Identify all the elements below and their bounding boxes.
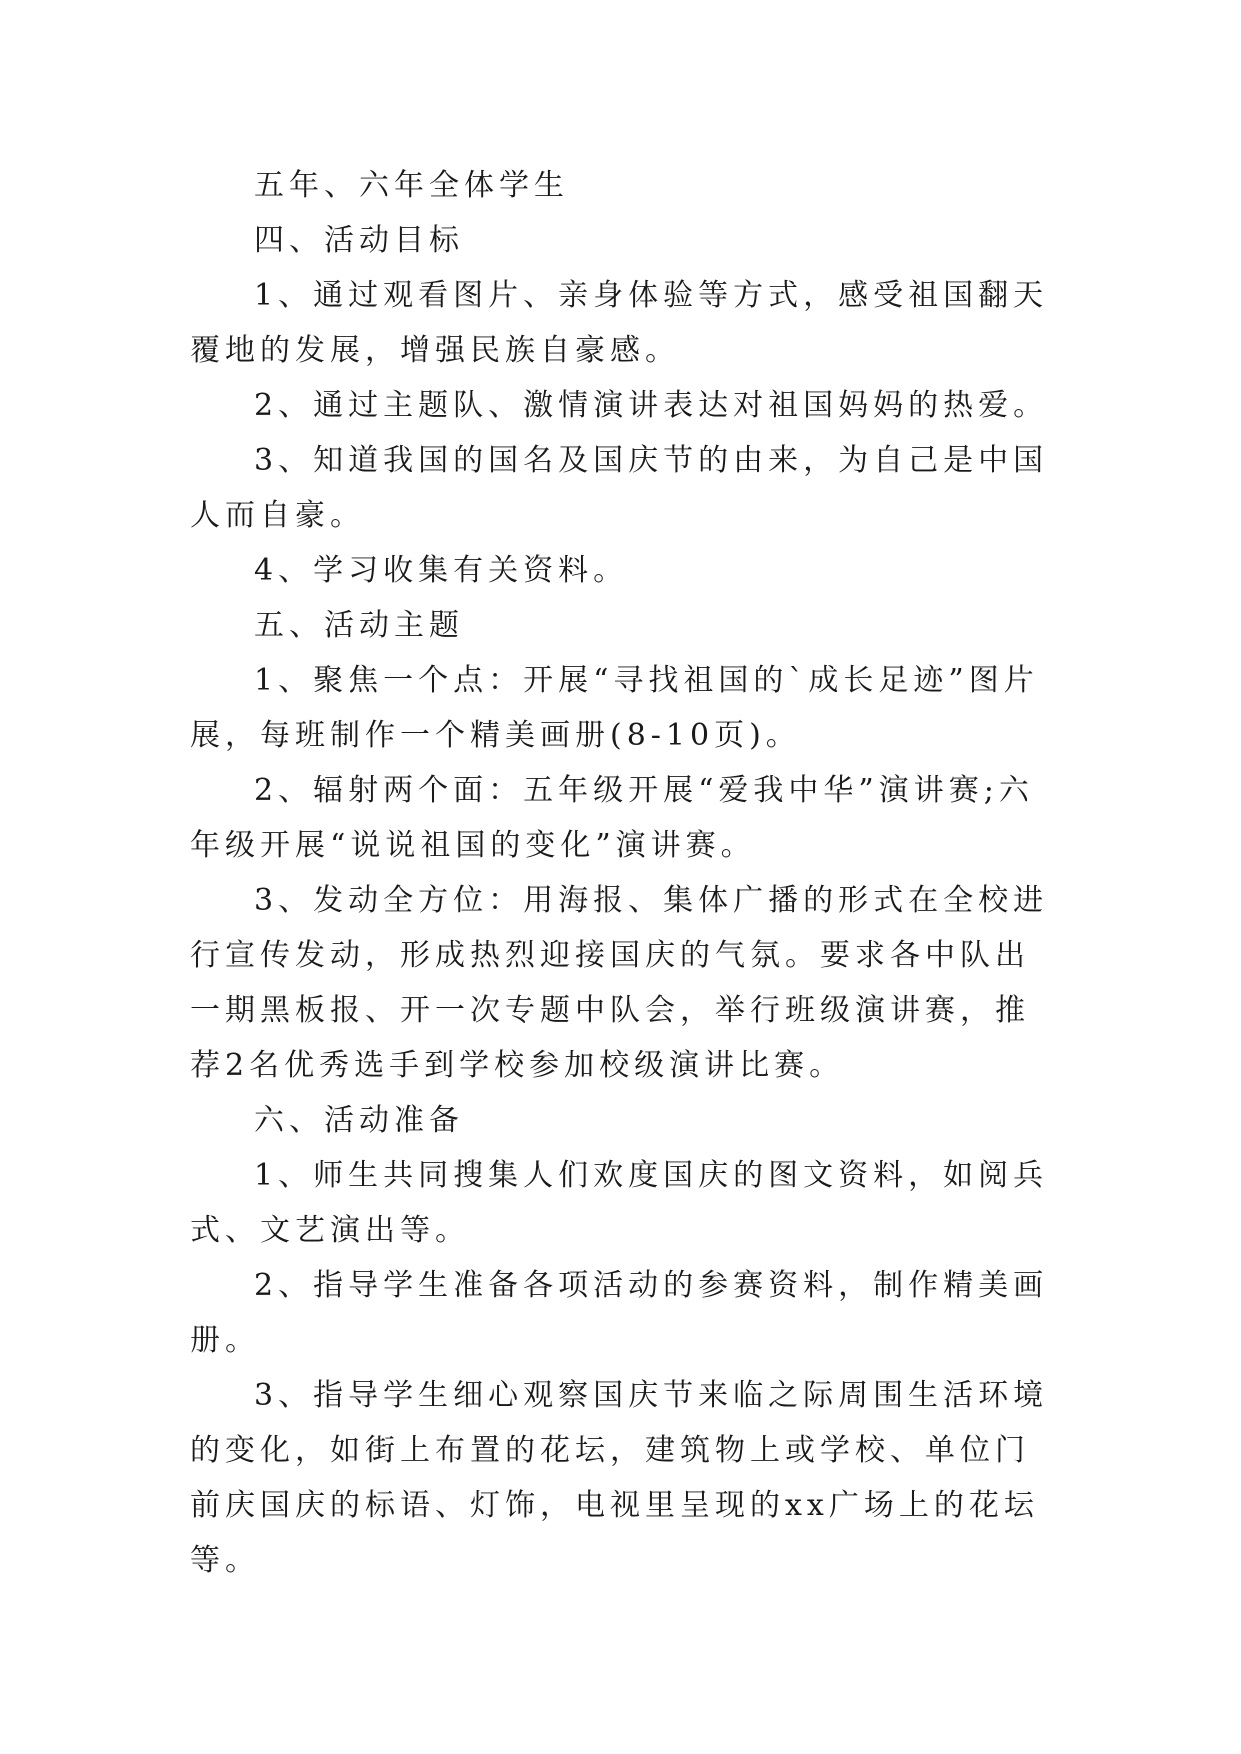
section-heading-theme: 五、活动主题 xyxy=(254,608,464,643)
theme-item-1: 1、聚焦一个点：开展“寻找祖国的`成长足迹”图片展，每班制作一个精美画册(8-10页)。 xyxy=(190,663,1039,753)
theme-item-2: 2、辐射两个面：五年级开展“爱我中华”演讲赛;六年级开展“说说祖国的变化”演讲赛。 xyxy=(190,773,1034,863)
goal-item-2: 2、通过主题队、激情演讲表达对祖国妈妈的热爱。 xyxy=(254,388,1049,423)
goal-item-4: 4、学习收集有关资料。 xyxy=(254,553,629,588)
participants-line: 五年、六年全体学生 xyxy=(254,168,569,203)
theme-item-3: 3、发动全方位：用海报、集体广播的形式在全校进行宣传发动，形成热烈迎接国庆的气氛。要求各中队出一期黑板报、开一次专题中队会，举行班级演讲赛，推荐2名优秀选手到学校参加校级演讲比赛。 xyxy=(190,883,1049,1083)
document-body xyxy=(190,158,1055,1588)
goal-item-3: 3、知道我国的国名及国庆节的由来，为自己是中国人而自豪。 xyxy=(190,443,1049,533)
goal-item-1: 1、通过观看图片、亲身体验等方式，感受祖国翻天覆地的发展，增强民族自豪感。 xyxy=(190,278,1049,368)
section-heading-goals: 四、活动目标 xyxy=(254,223,464,258)
preparation-item-1: 1、师生共同搜集人们欢度国庆的图文资料，如阅兵式、文艺演出等。 xyxy=(190,1158,1049,1248)
preparation-item-2: 2、指导学生准备各项活动的参赛资料，制作精美画册。 xyxy=(190,1268,1049,1358)
preparation-item-3: 3、指导学生细心观察国庆节来临之际周围生活环境的变化，如街上布置的花坛，建筑物上或学校、单位门前庆国庆的标语、灯饰，电视里呈现的xx广场上的花坛等。 xyxy=(190,1378,1049,1578)
section-heading-preparation: 六、活动准备 xyxy=(254,1103,464,1138)
